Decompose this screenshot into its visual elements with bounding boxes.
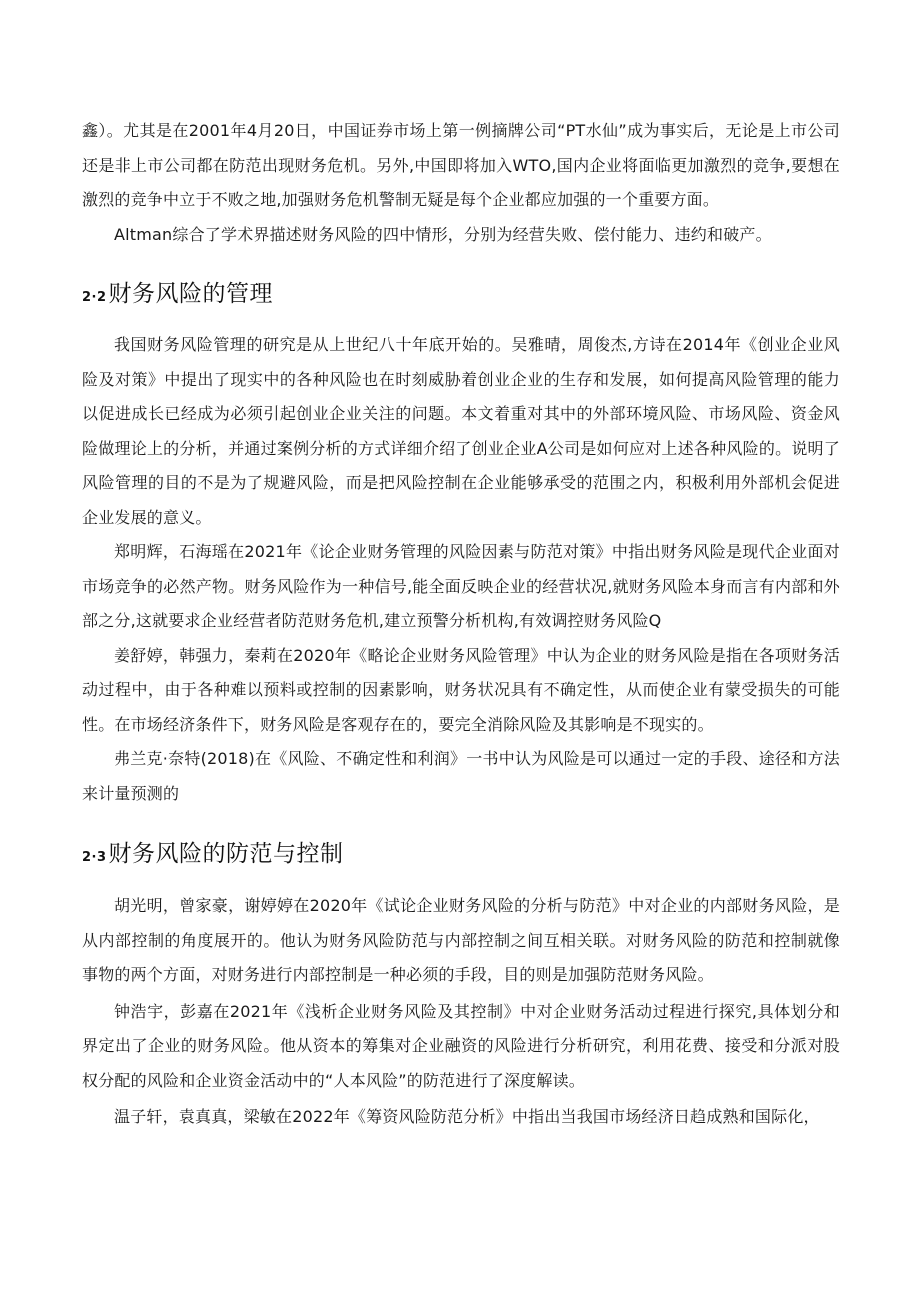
paragraph-2-3-3: 温子轩，袁真真，梁敏在2022年《筹资风险防范分析》中指出当我国市场经济日趋成熟和国际化， <box>114 1107 820 1126</box>
paragraph-2-2-3: 姜舒婷，韩强力，秦莉在2020年《略论企业财务风险管理》中认为企业的财务风险是指在各项财务活动过程中，由于各种难以预料或控制的因素影响，财务状况具有不确定性，从而使企业有蒙受损失的可能性。在市场经济条件下，财务风险是客观存在的，要完全消除风险及其影响是不现实的。 <box>82 645 840 734</box>
section-title: 财务风险的管理 <box>108 281 274 307</box>
section-heading-2-2 <box>82 275 840 308</box>
paragraph-2-3-2: 钟浩宇，彭嘉在2021年《浅析企业财务风险及其控制》中对企业财务活动过程进行探究,具体划分和界定出了企业的财务风险。他从资本的筹集对企业融资的风险进行分析研究，利用花费、接受和分派对股权分配的风险和企业资金活动中的“人本风险”的防范进行了深度解读。 <box>82 1001 840 1090</box>
section-heading-2-3 <box>82 835 840 868</box>
section-number: 2·3 <box>82 850 107 865</box>
paragraph-2-2-1: 我国财务风险管理的研究是从上世纪八十年底开始的。吴雅晴，周俊杰,方诗在2014年《创业企业风险及对策》中提出了现实中的各种风险也在时刻威胁着创业企业的生存和发展，如何提高风险管理的能力以促进成长已经成为必须引起创业企业关注的问题。本文着重对其中的外部环境风险、市场风险、资金风险做理论上的分析，并通过案例分析的方式详细介绍了创业企业A公司是如何应对上述各种风险的。说明了风险管理的目的不是为了规避风险，而是把风险控制在企业能够承受的范围之内，积极利用外部机会促进企业发展的意义。 <box>82 335 840 527</box>
paragraph-continuation: 鑫）。尤其是在2001年4月20日，中国证券市场上第一例摘牌公司“PT水仙”成为事实后，无论是上市公司还是非上市公司都在防范出现财务危机。另外,中国即将加入WTO,国内企业将面临更加激烈的竞争,要想在激烈的竞争中立于不败之地,加强财务危机警制无疑是每个企业都应加强的一个重要方面。 <box>82 121 840 209</box>
paragraph-2-2-4: 弗兰克·奈特(2018)在《风险、不确定性和利润》一书中认为风险是可以通过一定的手段、途径和方法来计量预测的 <box>82 749 840 803</box>
paragraph-2-3-1: 胡光明，曾家豪，谢婷婷在2020年《试论企业财务风险的分析与防范》中对企业的内部财务风险，是从内部控制的角度展开的。他认为财务风险防范与内部控制之间互相关联。对财务风险的防范和控制就像事物的两个方面，对财务进行内部控制是一种必须的手段，目的则是加强防范财务风险。 <box>82 896 840 984</box>
section-number: 2·2 <box>82 290 107 305</box>
document-body <box>82 114 840 1135</box>
section-title: 财务风险的防范与控制 <box>108 841 344 867</box>
paragraph-altman: Altman综合了学术界描述财务风险的四中情形，分别为经营失败、偿付能力、违约和破产。 <box>114 224 772 244</box>
paragraph-2-2-2: 郑明辉，石海瑶在2021年《论企业财务管理的风险因素与防范对策》中指出财务风险是现代企业面对市场竞争的必然产物。财务风险作为一种信号,能全面反映企业的经营状况,就财务风险本身而言有内部和外部之分,这就要求企业经营者防范财务危机,建立预警分析机构,有效调控财务风险Q <box>82 542 840 630</box>
